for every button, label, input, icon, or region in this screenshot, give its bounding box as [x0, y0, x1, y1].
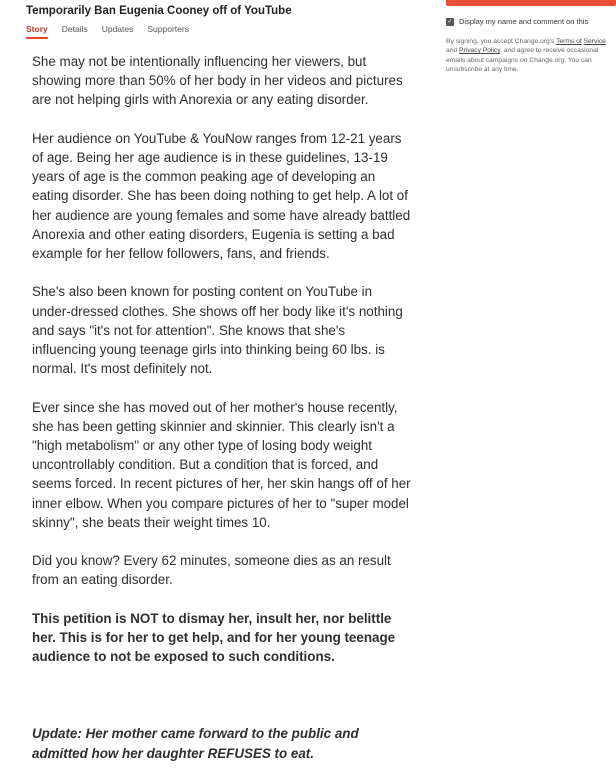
petition-title: Temporarily Ban Eugenia Cooney off of YouTube — [26, 5, 292, 17]
sign-button[interactable] — [446, 0, 616, 6]
display-name-label: Display my name and comment on this — [459, 17, 589, 26]
story-paragraph: Ever since she has moved out of her mother's house recently, she has been getting skinnier and skinnier. This clearly isn't a "high metabolism" or any other type of losing body weight uncontrollably condition. But a condition that is forced, and seems forced. In recent pictures of her, her skin hangs off of her inner elbow. When you compare pictures of her to "super model skinny", she beats their weight times 10. — [32, 399, 411, 530]
display-name-row[interactable] — [446, 17, 588, 26]
story-paragraph: She may not be intentionally influencing her viewers, but showing more than 50% of her body in her videos and pictures are not helping girls with Anorexia or any eating disorder. — [32, 54, 403, 108]
display-name-checkbox[interactable]: ✓ — [447, 18, 453, 25]
petition-tabs — [26, 24, 189, 39]
terms-link[interactable]: Terms of — [556, 38, 582, 45]
story-paragraph: She's also been known for posting content on YouTube in under-dressed clothes. She shows off her body like it's nothing and says "it's not for attention". She knows that she's influencing young teenage girls into thinking being 60 lbs. is normal. It's most definitely not. — [32, 284, 403, 377]
tab-updates[interactable]: Updates — [101, 24, 134, 34]
petition-story — [32, 52, 412, 782]
service-link[interactable]: Service — [583, 38, 606, 45]
tab-details[interactable]: Details — [61, 24, 88, 34]
story-bold-paragraph: This petition is NOT to dismay her, insult her, nor belittle her. This is for her to get help, and for her young teenage audience to not be exposed to such conditions. — [32, 610, 396, 665]
privacy-policy-link[interactable]: Privacy Policy — [459, 47, 501, 55]
tab-supporters[interactable]: Supporters — [147, 24, 189, 34]
story-update-paragraph: Update: Her mother came forward to the public and admitted how her daughter REFUSES to eat. — [32, 726, 359, 761]
sign-sidebar — [440, 0, 606, 775]
tab-story[interactable]: Story — [26, 24, 48, 39]
petition-header — [0, 0, 440, 40]
legal-text: By signing, you accept Change.org's Terms of Service and Privacy Policy, and agree to receive occasional emails about campaigns on Change.org. You can unsubscribe at any time. — [446, 38, 606, 73]
story-paragraph: Her audience on YouTube & YouNow ranges from 12-21 years of age. Being her age audience is in these guidelines, 13-19 years of age is the common peaking age of developing an eating disorder. She has been doing nothing to get help. A lot of her audience are young females and some have already battled Anorexia and other eating disorders, Eugenia is setting a bad example for her fellow followers, fans, and friends. — [32, 130, 411, 262]
story-paragraph: Did you know? Every 62 minutes, someone dies as an result from an eating disorder. — [32, 553, 391, 588]
